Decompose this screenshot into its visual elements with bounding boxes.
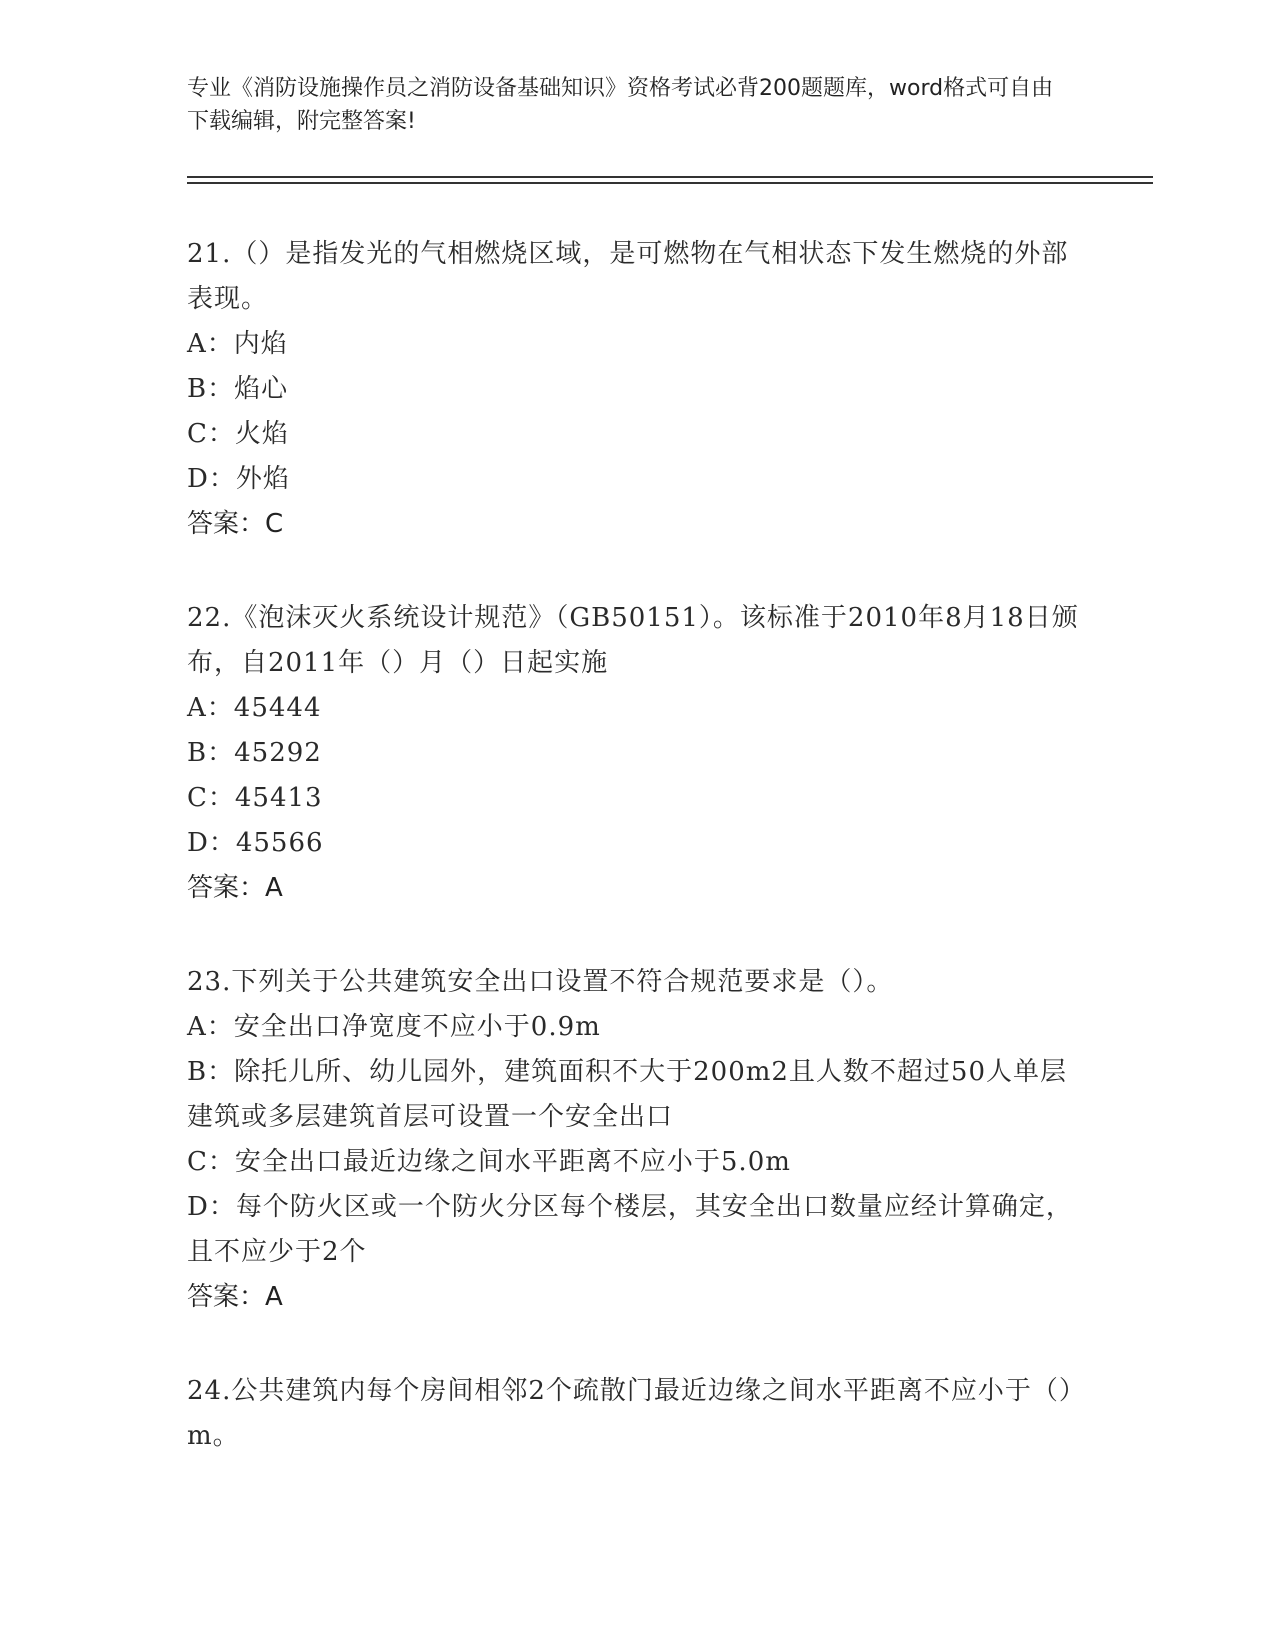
header-divider-top (187, 176, 1153, 178)
option-d: D：45566 (187, 828, 324, 858)
option-a: A：45444 (187, 693, 322, 723)
document-header: 专业《消防设施操作员之消防设备基础知识》资格考试必背200题题库，word格式可自由下载编辑，附完整答案! (187, 76, 1054, 134)
option-b: B：焰心 (187, 374, 289, 404)
option-c: C：安全出口最近边缘之间水平距离不应小于5.0m (187, 1147, 791, 1177)
option-a: A：安全出口净宽度不应小于0.9m (187, 1012, 601, 1042)
answer: 答案：A (187, 1282, 283, 1312)
option-b: B：45292 (187, 738, 322, 768)
question-22 (187, 596, 1087, 911)
option-d: D：外焰 (187, 464, 290, 494)
option-c: C：45413 (187, 783, 323, 813)
question-stem: 21.（）是指发光的气相燃烧区域，是可燃物在气相状态下发生燃烧的外部表现。 (187, 239, 1069, 314)
option-c: C：火焰 (187, 419, 289, 449)
question-stem: 23.下列关于公共建筑安全出口设置不符合规范要求是（）。 (187, 967, 894, 997)
header-divider-bottom (187, 182, 1153, 184)
answer: 答案：C (187, 509, 284, 539)
question-21 (187, 232, 1087, 547)
question-stem: 22.《泡沫灭火系统设计规范》（GB50151）。该标准于2010年8月18日颁布，自2011年（）月（）日起实施 (187, 603, 1079, 678)
option-d: D：每个防火区或一个防火分区每个楼层，其安全出口数量应经计算确定，且不应少于2个 (187, 1192, 1073, 1267)
question-stem: 24.公共建筑内每个房间相邻2个疏散门最近边缘之间水平距离不应小于（）m。 (187, 1376, 1086, 1451)
answer: 答案：A (187, 873, 283, 903)
option-a: A：内焰 (187, 329, 288, 359)
option-b: B：除托儿所、幼儿园外，建筑面积不大于200m2且人数不超过50人单层建筑或多层建筑首层可设置一个安全出口 (187, 1057, 1068, 1132)
question-24 (187, 1369, 1087, 1459)
question-23 (187, 960, 1087, 1320)
